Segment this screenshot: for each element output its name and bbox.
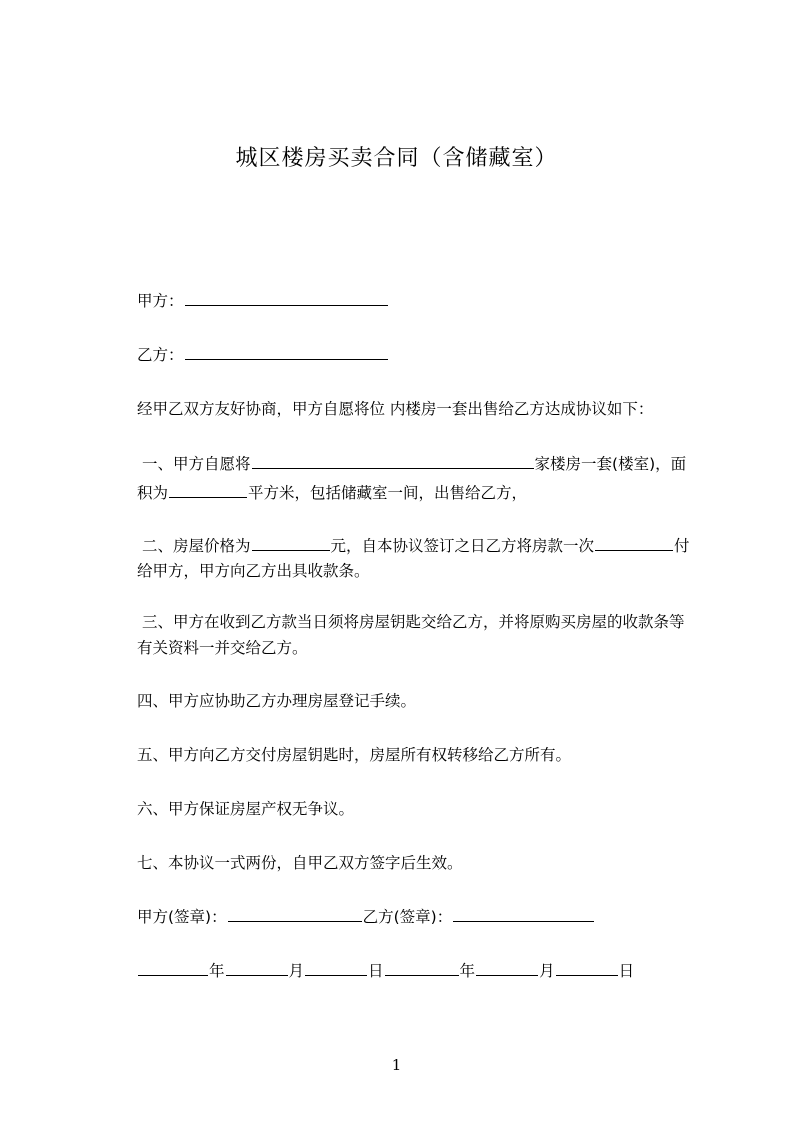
clause-1-text-c: 积为 (137, 484, 169, 502)
party-a-line (137, 290, 389, 311)
party-b-year-blank[interactable] (385, 960, 459, 976)
party-b-signature-blank[interactable] (453, 906, 594, 922)
clause-1-line-1 (142, 453, 686, 474)
clause-3-line-1: 三、甲方在收到乙方款当日须将房屋钥匙交给乙方，并将原购买房屋的收款条等 (142, 613, 685, 631)
clause-1-text-a: 一、甲方自愿将 (142, 455, 251, 473)
clause-7: 七、本协议一式两份，自甲乙双方签字后生效。 (137, 854, 463, 872)
clause-1-text-b: 家楼房一套(楼室)，面 (534, 455, 687, 473)
clause-2-line-2: 给甲方，甲方向乙方出具收款条。 (137, 562, 370, 580)
page-number: 1 (391, 1056, 402, 1074)
clause-4: 四、甲方应协助乙方办理房屋登记手续。 (137, 692, 417, 710)
party-a-signature-blank[interactable] (228, 906, 362, 922)
clause-2-text-a: 二、房屋价格为 (142, 537, 251, 555)
party-a-year-label: 年 (209, 962, 225, 980)
party-a-month-blank[interactable] (226, 960, 288, 976)
date-line (137, 960, 634, 981)
party-b-month-label: 月 (539, 962, 555, 980)
party-a-day-label: 日 (368, 962, 384, 980)
party-a-day-blank[interactable] (305, 960, 367, 976)
party-a-blank[interactable] (185, 290, 388, 306)
party-b-month-blank[interactable] (476, 960, 538, 976)
clause-1-line-2 (137, 482, 527, 503)
party-a-month-label: 月 (288, 962, 305, 980)
party-b-line (137, 344, 389, 365)
clause-3-line-2: 有关资料一并交给乙方。 (137, 639, 308, 657)
party-a-year-blank[interactable] (138, 960, 208, 976)
signature-line (137, 906, 595, 927)
party-a-signature-label: 甲方(签章)： (137, 908, 227, 926)
party-b-year-label: 年 (459, 962, 476, 980)
party-b-label: 乙方： (137, 346, 184, 364)
party-a-label: 甲方： (137, 292, 184, 310)
clause-2-line-1 (142, 535, 690, 556)
party-b-signature-label: 乙方(签章)： (362, 908, 453, 926)
clause-1-text-d: 平方米，包括储藏室一间，出售给乙方， (248, 484, 528, 502)
clause-5: 五、甲方向乙方交付房屋钥匙时，房屋所有权转移给乙方所有。 (137, 746, 572, 764)
intro-paragraph: 经甲乙双方友好协商，甲方自愿将位 内楼房一套出售给乙方达成协议如下： (137, 400, 654, 418)
party-b-day-blank[interactable] (556, 960, 618, 976)
clause-2-text-b: 元，自本协议签订之日乙方将房款一次 (330, 537, 595, 555)
party-b-day-label: 日 (618, 962, 635, 980)
clause-1-blank-location[interactable] (252, 453, 534, 469)
clause-2-blank-price[interactable] (252, 535, 330, 551)
party-b-blank[interactable] (185, 344, 388, 360)
document-title: 城区楼房买卖合同（含储藏室） (235, 146, 558, 171)
clause-2-text-c: 付 (674, 537, 690, 555)
clause-1-blank-area[interactable] (169, 482, 247, 498)
clause-6: 六、甲方保证房屋产权无争议。 (137, 800, 355, 818)
clause-2-blank-payment[interactable] (595, 535, 673, 551)
